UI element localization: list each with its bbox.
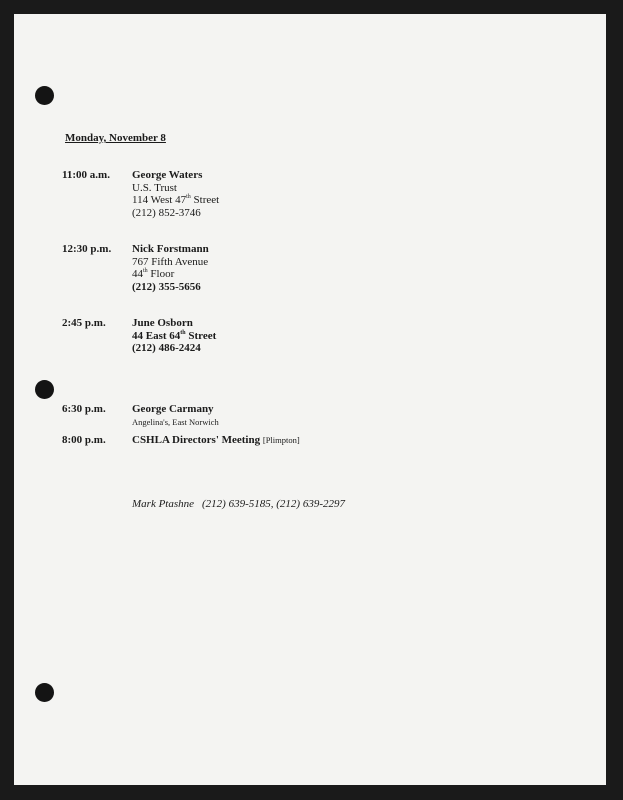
entry-time: 11:00 a.m. [62,169,110,181]
location: Angelina's, East Norwich [132,416,219,427]
meeting-title: CSHLA Directors' Meeting [132,434,261,446]
punch-hole [35,380,54,399]
contact-name: George Carmany [132,403,214,415]
entry-details [132,243,209,293]
contact-name: Nick Forstmann [132,243,209,255]
street-address: 44 East 64th Street [132,329,217,342]
contact-name: June Osborn [132,317,193,329]
entry-details [132,403,219,428]
entry-time: 2:45 p.m. [62,317,106,329]
paper-sheet [14,14,606,785]
date-heading: Monday, November 8 [65,132,166,144]
entry-details [132,169,219,219]
note-phones: (212) 639-5185, (212) 639-2297 [202,498,345,510]
street-address: 767 Fifth Avenue [132,255,209,268]
floor: 44th Floor [132,268,175,280]
phone-number: (212) 852-3746 [132,206,201,219]
entry-time: 6:30 p.m. [62,403,106,415]
organization: U.S. Trust [132,181,177,194]
punch-hole [35,683,54,702]
entry-details [132,434,300,447]
punch-hole [35,86,54,105]
phone-number: (212) 486-2424 [132,342,201,354]
entry-details [132,317,216,355]
entry-time: 8:00 p.m. [62,434,106,446]
contact-note [132,498,345,510]
street-address: 114 West 47th Street [132,194,220,206]
phone-number: (212) 355-5656 [132,280,201,293]
note-name: Mark Ptashne [132,498,195,510]
entry-time: 12:30 p.m. [62,243,112,255]
contact-name: George Waters [132,169,203,181]
meeting-tag: [Plimpton] [262,435,300,445]
